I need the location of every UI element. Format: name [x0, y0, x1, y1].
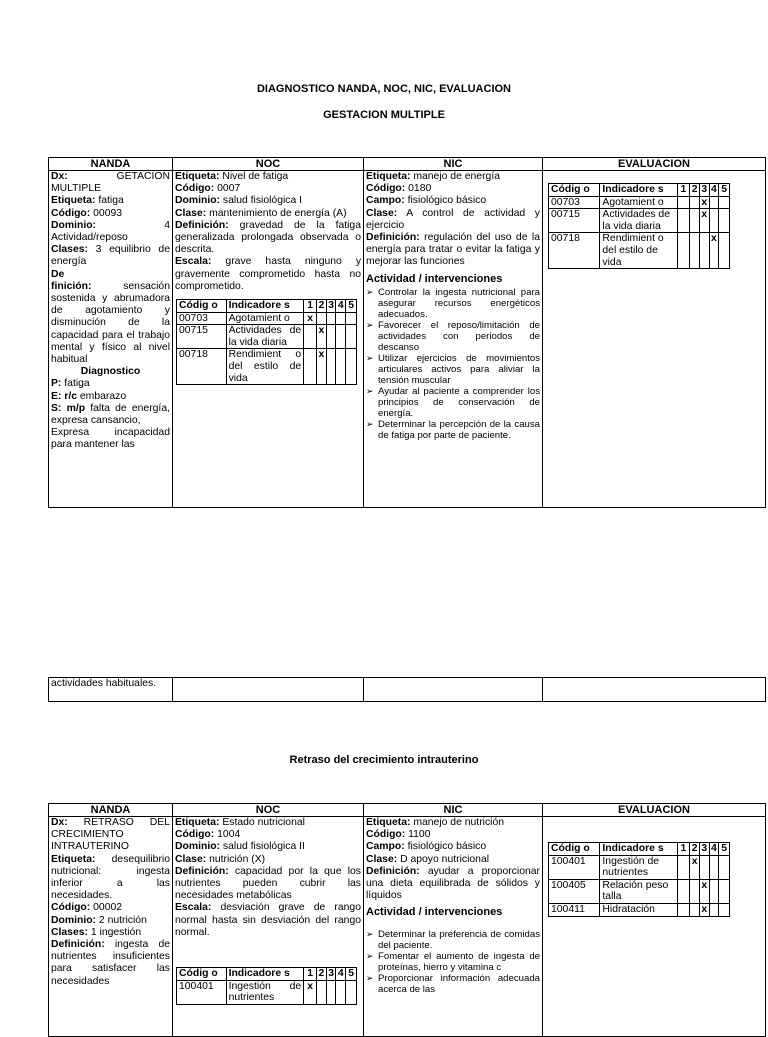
header-noc: NOC [173, 158, 364, 171]
table-row [549, 879, 730, 903]
col-2: 2 [318, 968, 325, 980]
list-item: ➢ Controlar la ingesta nutricional para asegurar recursos energéticos adecuados. [378, 287, 540, 320]
score-mark: x [304, 980, 317, 1004]
table-row [549, 209, 730, 233]
col-5: 5 [719, 184, 730, 197]
noc-cell [173, 171, 364, 508]
nanda-codigo: Código: 00002 [51, 902, 123, 914]
nanda-p: P: fatiga [51, 378, 90, 390]
header-nanda: NANDA [49, 158, 173, 171]
col-5: 5 [346, 968, 357, 981]
score-mark: x [690, 855, 700, 879]
col-3: 3 [701, 184, 708, 195]
header-evaluacion: EVALUACION [543, 158, 766, 171]
nanda-definicion: Definición: ingesta de nutrientes insuficientes para satisfacer las necesidades [51, 939, 170, 987]
nanda-dx: Dx: GETACION MULTIPLE [51, 171, 170, 195]
nic-cell [364, 817, 543, 1037]
indicator-code: 00715 [177, 325, 227, 349]
col-3: 3 [328, 300, 335, 312]
indicator-name: Relación peso talla [600, 879, 677, 903]
col-2: 2 [691, 184, 698, 195]
nanda-dx: Dx: RETRASO DEL CRECIMIENTO INTRAUTERINO [51, 817, 170, 853]
indicator-code: 00703 [177, 312, 227, 325]
noc-definicion: Definición: capacidad por la que los nutrientes pueden cubrir las necesidades metabólicas [175, 865, 361, 902]
noc-codigo: Código: 0007 [175, 183, 241, 195]
evaluacion-cell [543, 171, 766, 508]
indicator-name: Rendimient o del estilo de vida [600, 233, 677, 269]
col-2: 2 [691, 843, 698, 854]
noc-etiqueta: Etiqueta: Nivel de fatiga [175, 171, 289, 182]
col-1: 1 [304, 300, 317, 313]
nic-actividad-heading: Actividad / intervenciones [366, 906, 503, 919]
noc-cell [173, 817, 364, 1037]
score-mark: x [701, 196, 708, 208]
col-2: 2 [318, 300, 325, 312]
indicator-code: 00703 [549, 196, 600, 209]
score-mark: x [317, 325, 327, 349]
nanda-etiqueta: Etiqueta: desequilibrio nutricional: ingesta inferior a las necesidades. [51, 853, 170, 902]
indicator-code: 00718 [177, 349, 227, 385]
col-indicadores: Indicadore s [600, 843, 677, 856]
col-4: 4 [337, 968, 344, 980]
nic-etiqueta: Etiqueta: manejo de energía [366, 171, 500, 182]
nanda-s: S: m/p falta de energía, expresa cansancio, [51, 402, 170, 427]
header-nic: NIC [364, 804, 543, 817]
indicator-name: Agotamient o [226, 312, 304, 325]
score-mark: x [317, 349, 327, 385]
indicator-code: 100405 [549, 879, 600, 903]
table-row [549, 196, 730, 209]
indicator-name: Ingestión de nutrientes [600, 855, 677, 879]
nanda-continued-cell: actividades habituales. [49, 678, 173, 702]
document-title: DIAGNOSTICO NANDA, NOC, NIC, EVALUACION [256, 83, 512, 95]
col-codigo: Códig o [177, 300, 227, 313]
table-row [177, 325, 357, 349]
nanda-dominio: Dominio: 2 nutrición [51, 914, 147, 926]
indicator-code: 00718 [549, 233, 600, 269]
nanda-s2: Expresa incapacidad para mantener las [51, 427, 170, 451]
nanda-cell [49, 817, 173, 1037]
nic-continued-cell [364, 678, 543, 702]
table-row [549, 233, 730, 269]
nic-definicion: Definición: regulación del uso de la energía para tratar o evitar la fatiga y mejorar las funciones [366, 232, 540, 268]
indicator-name: Hidratación [600, 903, 677, 916]
nanda-diagnostico-heading: Diagnostico [80, 366, 141, 378]
table-row [549, 903, 730, 916]
noc-clase: Clase: nutrición (X) [175, 853, 266, 865]
nic-activity-list [366, 929, 540, 995]
noc-escala: Escala: grave hasta ninguno y gravemente comprometido hasta no comprometido. [175, 256, 362, 292]
col-indicadores: Indicadore s [226, 300, 304, 313]
noc-etiqueta: Etiqueta: Estado nutricional [175, 817, 305, 828]
header-evaluacion: EVALUACION [543, 804, 766, 817]
table-row [177, 312, 357, 325]
score-mark: x [701, 903, 708, 915]
col-codigo: Códig o [549, 184, 600, 197]
noc-clase: Clase: mantenimiento de energía (A) [175, 207, 347, 219]
list-item: ➢ Determinar la percepción de la causa de fatiga por parte de paciente. [378, 419, 540, 441]
col-5: 5 [346, 300, 357, 313]
noc-indicator-table [176, 299, 357, 385]
indicator-name: Rendimient o del estilo de vida [226, 349, 304, 385]
nic-clase: Clase: A control de actividad y ejercicio [366, 207, 540, 231]
nic-campo: Campo: fisiológico básico [366, 195, 487, 207]
noc-dominio: Dominio: salud fisiológica II [175, 841, 305, 853]
noc-codigo: Código: 1004 [175, 829, 241, 841]
col-5: 5 [719, 843, 730, 856]
nanda-clases: Clases: 1 ingestión [51, 926, 142, 938]
list-item: ➢ Ayudar al paciente a comprender los principios de conservación de energía. [378, 386, 540, 419]
list-item: ➢ Proporcionar información adecuada acerca de las [378, 973, 540, 995]
indicator-name: Actividades de la vida diaria [600, 209, 677, 233]
nic-clase: Clase: D apoyo nutricional [366, 853, 490, 865]
list-item: ➢ Determinar la preferencia de comidas del paciente. [378, 929, 540, 951]
nic-definicion: Definición: ayudar a proporcionar una dieta equilibrada de sólidos y líquidos [366, 865, 540, 902]
col-4: 4 [711, 184, 717, 195]
noc-dominio: Dominio: salud fisiológica I [175, 195, 303, 207]
indicator-code: 100411 [549, 903, 600, 916]
nic-campo: Campo: fisiológico básico [366, 841, 487, 853]
nic-etiqueta: Etiqueta: manejo de nutrición [366, 817, 505, 828]
table-row [177, 980, 357, 1004]
indicator-name: Agotamient o [600, 196, 677, 209]
nic-codigo: Código: 0180 [366, 183, 432, 195]
list-item: ➢ Utilizar ejercicios de movimientos articulares activos para aliviar la tensión muscular [378, 353, 540, 386]
table-row [177, 349, 357, 385]
noc-indicator-table [176, 967, 357, 1005]
col-indicadores: Indicadore s [226, 968, 304, 981]
indicator-code: 100401 [177, 980, 227, 1004]
eval-indicator-table [548, 842, 730, 917]
nanda-e: E: r/c embarazo [51, 390, 127, 402]
col-indicadores: Indicadore s [600, 184, 677, 197]
nanda-definicion: De finición: sensación sostenida y abrumadora de agotamiento y disminución de la capacidad para el trabajo mental y físico al nivel habitual [51, 268, 170, 366]
col-1: 1 [304, 968, 317, 981]
nic-cell [364, 171, 543, 508]
header-noc: NOC [173, 804, 364, 817]
col-1: 1 [677, 843, 690, 856]
indicator-name: Actividades de la vida diaria [226, 325, 304, 349]
col-3: 3 [328, 968, 335, 980]
nanda-cell [49, 171, 173, 508]
care-plan-table-1-continued [48, 677, 766, 702]
nanda-dominio: Dominio: 4 Actividad/reposo [51, 219, 170, 244]
col-codigo: Códig o [177, 968, 227, 981]
score-mark: x [699, 879, 709, 903]
nic-codigo: Código: 1100 [366, 829, 431, 841]
table-row [549, 855, 730, 879]
indicator-code: 100401 [549, 855, 600, 879]
list-item: ➢ Fomentar el aumento de ingesta de proteínas, hierro y vitamina c [378, 951, 540, 973]
col-codigo: Códig o [549, 843, 600, 856]
evaluacion-continued-cell [543, 678, 766, 702]
noc-escala: Escala: desviación grave de rango normal hasta sin desviación del rango normal. [175, 902, 361, 938]
col-4: 4 [337, 300, 344, 312]
indicator-code: 00715 [549, 209, 600, 233]
eval-indicator-table [548, 183, 730, 269]
evaluacion-cell [543, 817, 766, 1037]
care-plan-table-1 [48, 157, 766, 508]
score-mark: x [699, 209, 709, 233]
nanda-clases: Clases: 3 equilibrio de energía [51, 244, 170, 268]
nic-actividad-heading: Actividad / intervenciones [366, 272, 503, 285]
col-3: 3 [701, 843, 708, 854]
section-2-title: Retraso del crecimiento intrauterino [289, 754, 479, 766]
nanda-etiqueta: Etiqueta: fatiga [51, 195, 124, 207]
document-subtitle: GESTACION MULTIPLE [323, 109, 445, 121]
list-item: ➢ Favorecer el reposo/limitación de actividades con periodos de descanso [378, 320, 540, 353]
col-1: 1 [677, 184, 690, 197]
noc-definicion: Definición: gravedad de la fatiga generalizada prolongada observada o descrita. [175, 219, 361, 256]
nic-activity-list [366, 287, 540, 441]
indicator-name: Ingestión de nutrientes [226, 980, 304, 1004]
nanda-codigo: Código: 00093 [51, 207, 123, 219]
header-nanda: NANDA [49, 804, 173, 817]
header-nic: NIC [364, 158, 543, 171]
col-4: 4 [711, 843, 717, 854]
noc-continued-cell [173, 678, 364, 702]
score-mark: x [304, 312, 317, 325]
score-mark: x [709, 233, 719, 269]
care-plan-table-2 [48, 803, 766, 1037]
